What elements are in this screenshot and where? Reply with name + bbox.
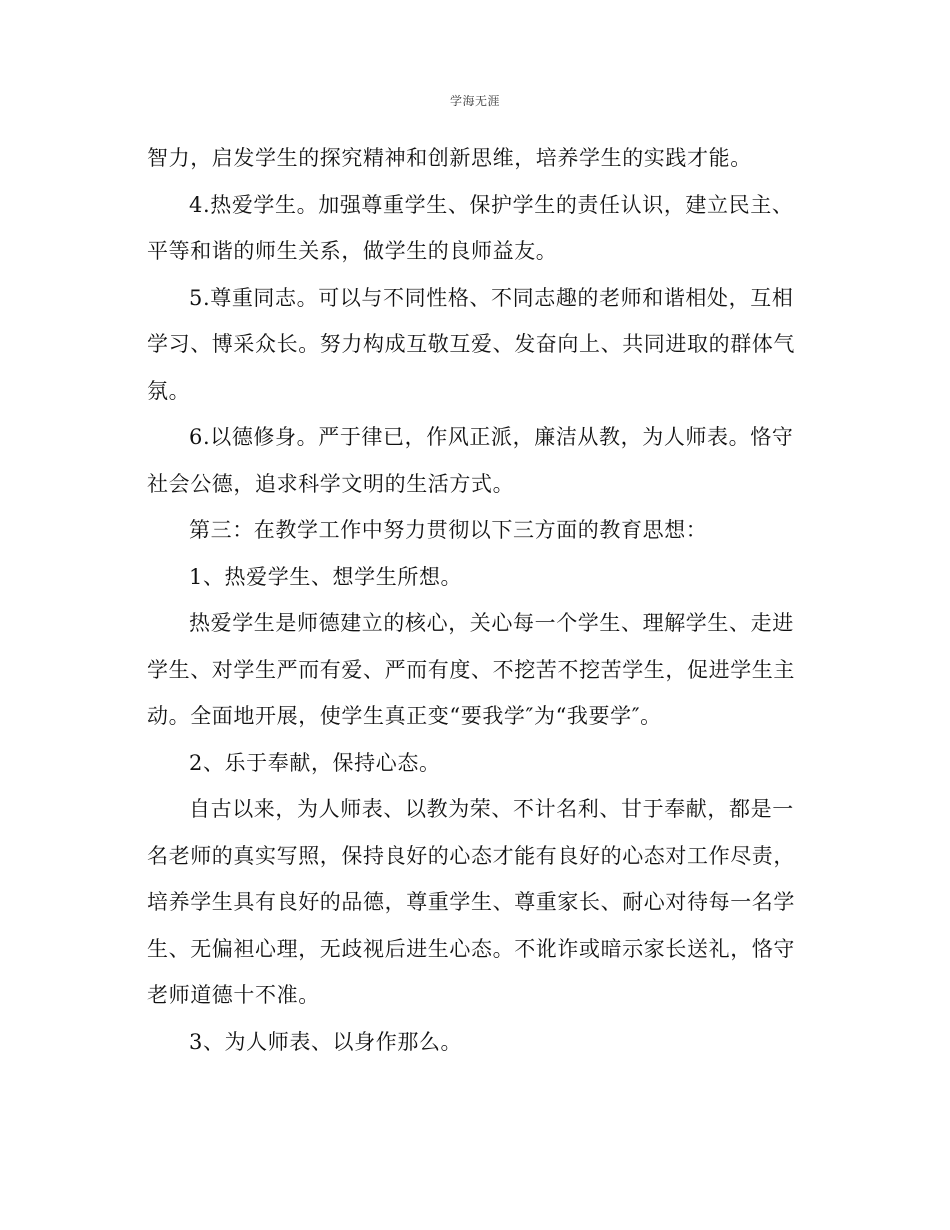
paragraph-item-5: 5.尊重同志。可以与不同性格、不同志趣的老师和谐相处，互相学习、博采众长。努力构成互敬互爱、发奋向上、共同进取的群体气氛。 [147,285,795,403]
paragraph-item-6: 6.以德修身。严于律已，作风正派，廉洁从教，为人师表。恪守社会公德，追求科学文明的生活方式。 [147,425,794,496]
paragraph-dedication: 自古以来，为人师表、以教为荣、不计名利、甘于奉献，都是一名老师的真实写照，保持良好的心态才能有良好的心态对工作尽责，培养学生具有良好的品德，尊重学生、尊重家长、耐心对待每一名学生、无偏袒心理，无歧视后进生心态。不讹诈或暗示家长送礼，恪守老师道德十不准。 [147,797,795,1007]
subheading-2: 2、乐于奉献，保持心态。 [189,750,441,775]
subheading-1: 1、热爱学生、想学生所想。 [189,564,463,589]
section-heading-third: 第三：在教学工作中努力贯彻以下三方面的教育思想： [189,518,708,542]
paragraph-continuation: 智力，启发学生的探究精神和创新思维，培养学生的实践才能。 [147,146,752,170]
paragraph-item-4: 4.热爱学生。加强尊重学生、保护学生的责任认识，建立民主、平等和谐的师生关系，做学生的良师益友。 [147,192,794,263]
subheading-3: 3、为人师表、以身作那么。 [189,1029,463,1054]
document-body [147,135,807,1065]
page-header: 学海无涯 [449,94,500,108]
paragraph-love-students: 热爱学生是师德建立的核心，关心每一个学生、理解学生、走进学生、对学生严而有爱、严而有度、不挖苦不挖苦学生，促进学生主动。全面地开展，使学生真正变“要我学″为“我要学″。 [147,611,795,728]
